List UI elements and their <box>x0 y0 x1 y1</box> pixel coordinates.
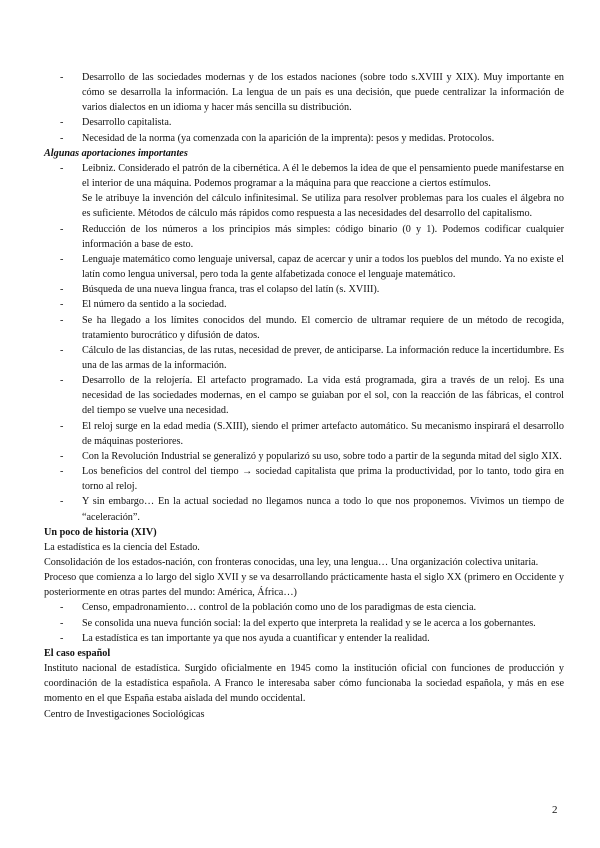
list-item-leibniz <box>44 161 564 222</box>
paragraph: Centro de Investigaciones Sociológicas <box>44 708 205 720</box>
list-item: - Reducción de los números a los principios más simples: código binario (0 y 1). Podemos codificar cualquier información a base de esto. <box>44 222 564 252</box>
list-item: - Desarrollo de las sociedades modernas y de los estados naciones (sobre todo s.XVIII y XIX). Muy importante en cómo se desarrolla la información. La lengua de un país es una decisión, que puede centralizar la información de varios dialectos en un idioma y hacer más sencilla su distribución. <box>44 70 564 115</box>
paragraph: La estadística es la ciencia del Estado. <box>44 541 200 553</box>
aportaciones-list <box>44 161 564 525</box>
list-item: - Con la Revolución Industrial se generalizó y popularizó su uso, sobre todo a partir de la segunda mitad del siglo XIX. <box>44 449 564 464</box>
list-item: - El número da sentido a la sociedad. <box>44 297 564 312</box>
document-page <box>44 70 564 722</box>
list-item: - Y sin embargo… En la actual sociedad no llegamos nunca a todo lo que nos proponemos. Vivimos un tiempo de “aceleración”. <box>44 494 564 524</box>
leibniz-paragraph-continued: Se le atribuye la invención del cálculo infinitesimal. Se utiliza para resolver problemas para los cuales el álgebra no es suficiente. Métodos de cálculo más rápidos como respuesta a las necesidades del desarrollo del capitalismo. <box>82 193 564 220</box>
list-item: - Lenguaje matemático como lenguaje universal, capaz de acercar y unir a todos los pueblos del mundo. Ya no existe el latín como lengua universal, pero toda la gente alfabetizada conoce el lenguaje matemático. <box>44 252 564 282</box>
list-item: - Desarrollo de la relojería. El artefacto programado. La vida está programada, gira a través de un reloj. Es una necesidad de las sociedades modernas, en el campo se guiaban por el sol, con la reacción de las fábricas, el control del tiempo se vuelve una necesidad. <box>44 373 564 418</box>
list-item: - Necesidad de la norma (ya comenzada con la aparición de la imprenta): pesos y medidas. Protocolos. <box>44 131 564 146</box>
intro-list <box>44 70 564 146</box>
list-item: - El reloj surge en la edad media (S.XIII), siendo el primer artefacto automático. Su mecanismo inspirará el desarrollo de máquinas posteriores. <box>44 419 564 449</box>
list-item: - Cálculo de las distancias, de las rutas, necesidad de prever, de anticiparse. La información reduce la incertidumbre. Es una de las armas de la información. <box>44 343 564 373</box>
list-item: - La estadística es tan importante ya que nos ayuda a cuantificar y entender la realidad. <box>44 631 564 646</box>
historia-list <box>44 600 564 645</box>
list-item: - Desarrollo capitalista. <box>44 115 564 130</box>
page-number: 2 <box>552 804 558 816</box>
list-item: - Se consolida una nueva función social: la del experto que interpreta la realidad y se le acerca a los gobernantes. <box>44 616 564 631</box>
section-heading-historia: Un poco de historia (XIV) <box>44 526 157 538</box>
list-item: - Búsqueda de una nueva lingua franca, tras el colapso del latín (s. XVIII). <box>44 282 564 297</box>
paragraph: Instituto nacional de estadística. Surgido oficialmente en 1945 como la institución oficial con funciones de producción y coordinación de la estadística española. A Franco le interesaba saber cómo funcionaba la sociedad española, y más en ese momento en el que España estaba aislada del mundo occidental. <box>44 663 564 705</box>
section-heading-aportaciones: Algunas aportaciones importantes <box>44 147 188 159</box>
paragraph: Consolidación de los estados-nación, con fronteras conocidas, una ley, una lengua… Una organización colectiva unitaria. <box>44 557 539 568</box>
leibniz-paragraph: Leibniz. Considerado el patrón de la cibernética. A él le debemos la idea de que el pensamiento puede manifestarse en el interior de una máquina. Podemos programar a la máquina para que reaccione a ciertos estímulos. <box>82 162 564 190</box>
section-heading-caso-espanol: El caso español <box>44 647 111 659</box>
list-item: - Se ha llegado a los límites conocidos del mundo. El comercio de ultramar requiere de un método de recogida, tratamiento burocrático y difusión de datos. <box>44 313 564 343</box>
list-item: - Los beneficios del control del tiempo → sociedad capitalista que prima la productividad, por lo tanto, todo gira en torno al reloj. <box>44 464 564 494</box>
list-item: - Censo, empadronamiento… control de la población como uno de los paradigmas de esta ciencia. <box>44 600 564 615</box>
paragraph: Proceso que comienza a lo largo del siglo XVII y se va desarrollando prácticamente hasta el siglo XX (primero en Occidente y posteriormente en otras partes del mundo: América, África…) <box>44 572 564 599</box>
